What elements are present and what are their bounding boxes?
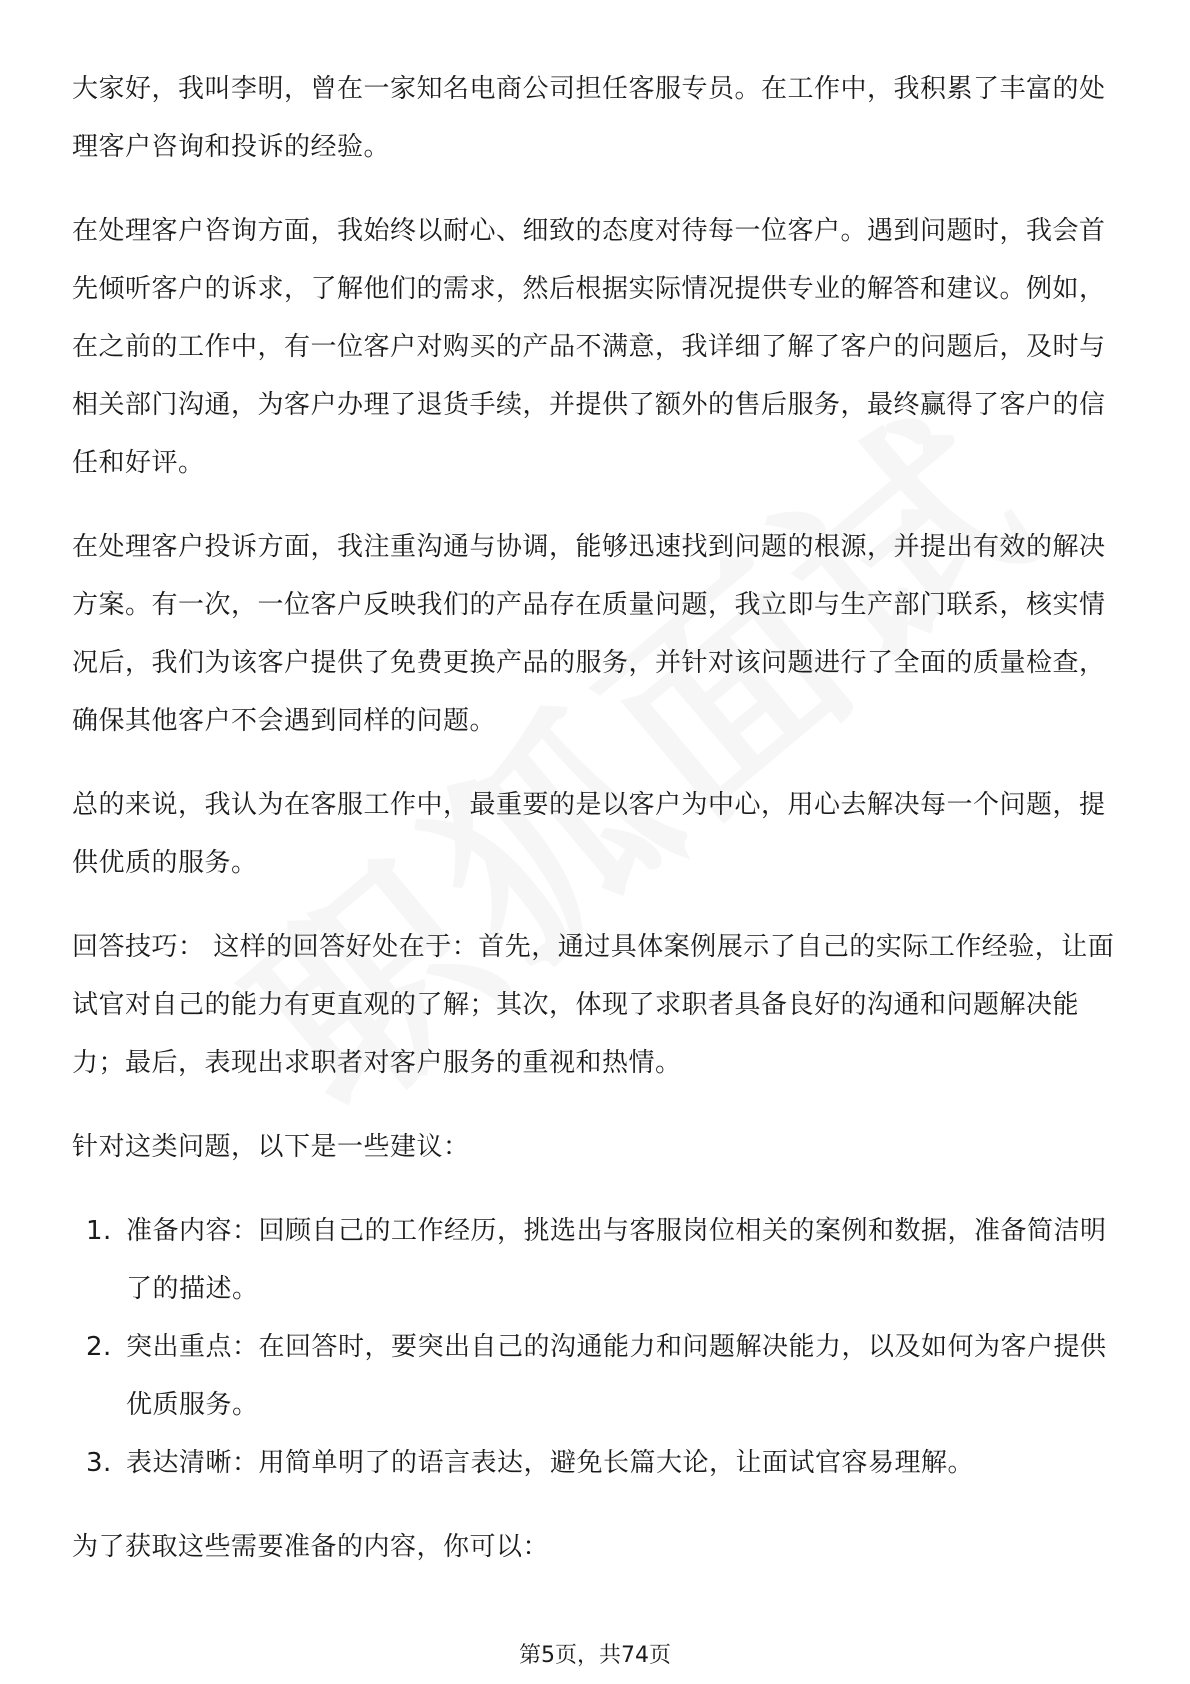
list-item [72, 1202, 1122, 1318]
document-body [72, 60, 1122, 1602]
paragraph-summary: 总的来说，我认为在客服工作中，最重要的是以客户为中心，用心去解决每一个问题，提供优质的服务。 [72, 790, 1106, 878]
list-item-number: 2. [86, 1332, 112, 1362]
list-item-number: 1. [86, 1216, 112, 1246]
list-item-text: 准备内容：回顾自己的工作经历，挑选出与客服岗位相关的案例和数据，准备简洁明了的描述。 [126, 1216, 1107, 1304]
page-number-footer: 第5页，共74页 [519, 1643, 671, 1668]
list-item-text: 突出重点：在回答时，要突出自己的沟通能力和问题解决能力，以及如何为客户提供优质服务。 [126, 1332, 1107, 1420]
list-item [72, 1318, 1122, 1434]
list-item-number: 3. [86, 1448, 112, 1478]
list-item-text: 表达清晰：用简单明了的语言表达，避免长篇大论，让面试官容易理解。 [126, 1448, 975, 1478]
paragraph-closing: 为了获取这些需要准备的内容，你可以： [72, 1532, 550, 1562]
paragraph-inquiry: 在处理客户咨询方面，我始终以耐心、细致的态度对待每一位客户。遇到问题时，我会首先倾听客户的诉求，了解他们的需求，然后根据实际情况提供专业的解答和建议。例如，在之前的工作中，有一位客户对购买的产品不满意，我详细了解了客户的问题后，及时与相关部门沟通，为客户办理了退货手续，并提供了额外的售后服务，最终赢得了客户的信任和好评。 [72, 216, 1106, 478]
paragraph-complaint: 在处理客户投诉方面，我注重沟通与协调，能够迅速找到问题的根源，并提出有效的解决方案。有一次，一位客户反映我们的产品存在质量问题，我立即与生产部门联系，核实情况后，我们为该客户提供了免费更换产品的服务，并针对该问题进行了全面的质量检查，确保其他客户不会遇到同样的问题。 [72, 532, 1106, 736]
suggestion-list [72, 1202, 1122, 1492]
paragraph-suggestions-intro: 针对这类问题，以下是一些建议： [72, 1132, 470, 1162]
list-item [72, 1434, 1122, 1492]
paragraph-intro: 大家好，我叫李明，曾在一家知名电商公司担任客服专员。在工作中，我积累了丰富的处理客户咨询和投诉的经验。 [72, 74, 1106, 162]
paragraph-tips: 回答技巧： 这样的回答好处在于：首先，通过具体案例展示了自己的实际工作经验，让面试官对自己的能力有更直观的了解；其次，体现了求职者具备良好的沟通和问题解决能力；最后，表现出求职者对客户服务的重视和热情。 [72, 932, 1115, 1078]
